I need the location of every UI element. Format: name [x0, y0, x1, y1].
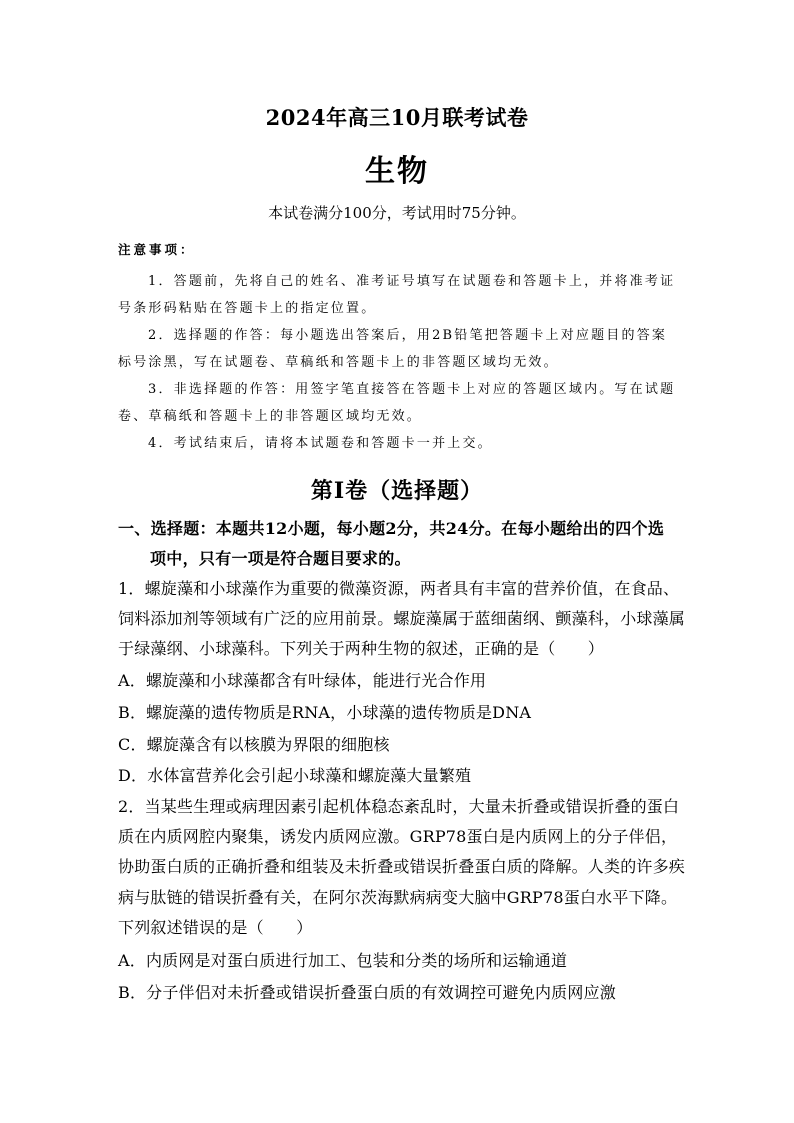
part-instruction: 一、选择题：本题共12小题，每小题2分，共24分。在每小题给出的四个选: [118, 519, 665, 538]
exam-title: 2024年高三10月联考试卷: [265, 105, 529, 130]
question-2-stem: 2．当某些生理或病理因素引起机体稳态紊乱时，大量未折叠或错误折叠的蛋白: [118, 797, 680, 816]
question-1-option-a: A．螺旋藻和小球藻都含有叶绿体，能进行光合作用: [118, 671, 487, 690]
question-2-option-a: A．内质网是对蛋白质进行加工、包装和分类的场所和运输通道: [118, 951, 568, 970]
question-2-option-b: B．分子伴侣对未折叠或错误折叠蛋白质的有效调控可避免内质网应激: [118, 983, 616, 1002]
notice-line: 3．非选择题的作答：用签字笔直接答在答题卡上对应的答题区域内。写在试题: [148, 382, 676, 397]
question-2-stem: 下列叙述错误的是（ ）: [118, 918, 313, 937]
question-1-stem: 于绿藻纲、小球藻科。下列关于两种生物的叙述，正确的是（ ）: [118, 639, 605, 658]
exam-meta: 本试卷满分100分，考试用时75分钟。: [268, 204, 526, 222]
question-2-stem: 协助蛋白质的正确折叠和组装及未折叠或错误折叠蛋白质的降解。人类的许多疾: [118, 857, 686, 876]
question-1-option-d: D．水体富营养化会引起小球藻和螺旋藻大量繁殖: [118, 766, 472, 785]
notice-line: 号条形码粘贴在答题卡上的指定位置。: [118, 301, 377, 316]
part-instruction: 项中，只有一项是符合题目要求的。: [150, 549, 411, 568]
question-1-stem: 饲料添加剂等领域有广泛的应用前景。螺旋藻属于蓝细菌纲、颤藻科，小球藻属: [118, 609, 686, 628]
section-title: 第Ⅰ卷（选择题）: [310, 478, 484, 504]
notice-line: 2．选择题的作答：每小题选出答案后，用2B铅笔把答题卡上对应题目的答案: [148, 328, 668, 343]
question-2-stem: 病与肽链的错误折叠有关，在阿尔茨海默病病变大脑中GRP78蛋白水平下降。: [118, 888, 678, 907]
notice-line: 4．考试结束后，请将本试题卷和答题卡一并上交。: [148, 436, 493, 451]
notice-heading: 注意事项：: [118, 242, 196, 257]
notice-line: 卷、草稿纸和答题卡上的非答题区域均无效。: [118, 409, 423, 424]
question-1-stem: 1．螺旋藻和小球藻作为重要的微藻资源，两者具有丰富的营养价值，在食品、: [118, 579, 680, 598]
question-1-option-b: B．螺旋藻的遗传物质是RNA，小球藻的遗传物质是DNA: [118, 703, 532, 722]
notice-line: 1．答题前，先将自己的姓名、准考证号填写在试题卷和答题卡上，并将准考证: [148, 274, 676, 289]
question-1-option-c: C．螺旋藻含有以核膜为界限的细胞核: [118, 735, 390, 754]
subject-title: 生物: [365, 154, 429, 189]
notice-line: 标号涂黑，写在试题卷、草稿纸和答题卡上的非答题区域均无效。: [118, 355, 559, 370]
question-2-stem: 质在内质网腔内聚集，诱发内质网应激。GRP78蛋白是内质网上的分子伴侣，: [118, 827, 678, 846]
